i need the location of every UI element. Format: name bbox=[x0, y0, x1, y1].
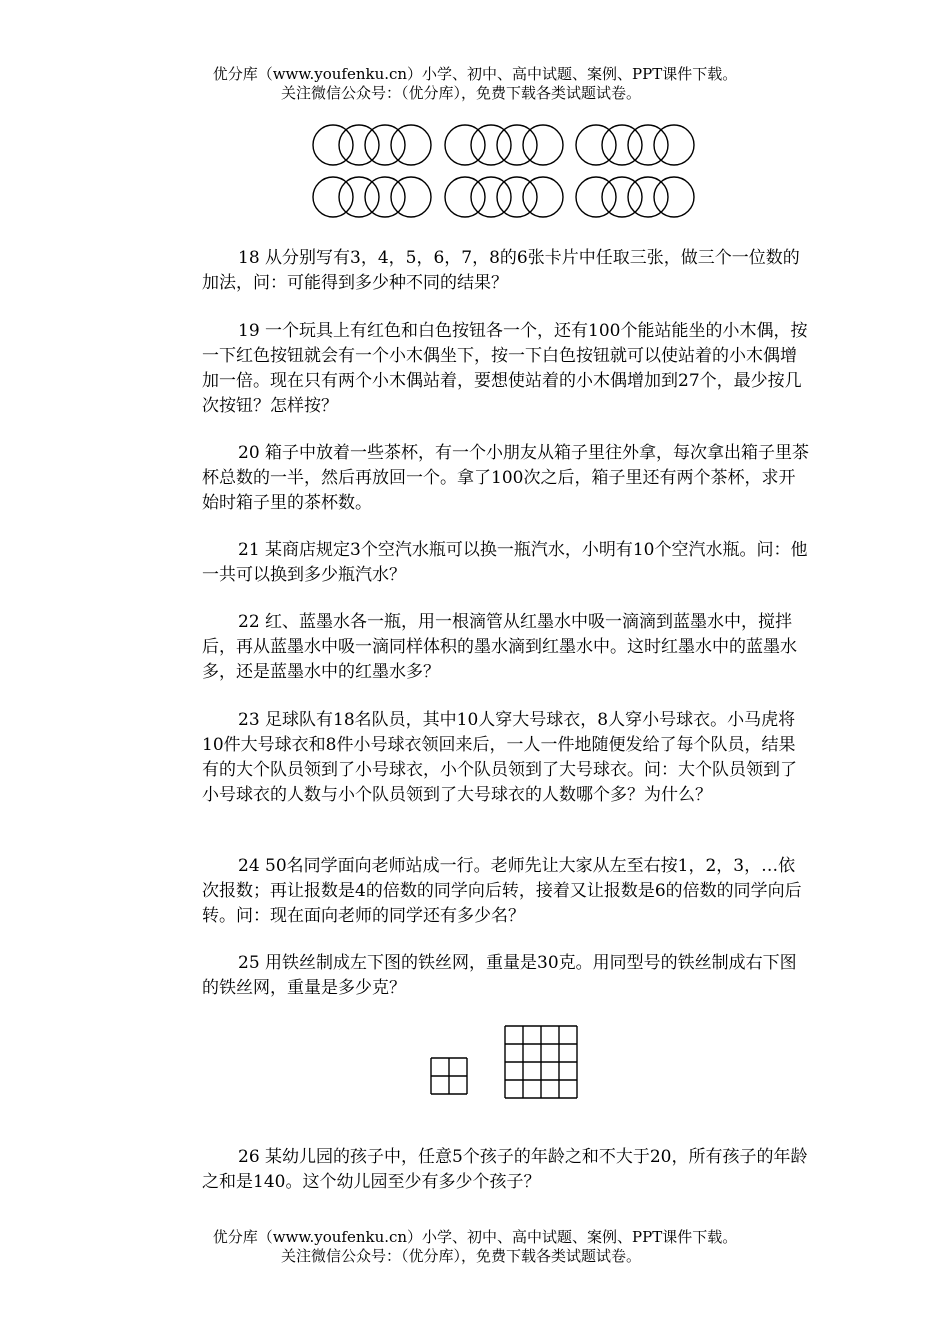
problem-26: 26 某幼儿园的孩子中，任意5个孩子的年龄之和不大于20，所有孩子的年龄之和是140。这个幼儿园至少有多少个孩子？ bbox=[202, 1147, 808, 1192]
ring-circle bbox=[339, 125, 379, 165]
problem-24: 24 50名同学面向老师站成一行。老师先让大家从左至右按1，2，3，…依次报数；再让报数是4的倍数的同学向后转，接着又让报数是6的倍数的同学向后转。问：现在面向老师的同学还有多少名？ bbox=[202, 856, 802, 926]
page-footer bbox=[0, 1228, 950, 1266]
ring-circle bbox=[628, 177, 668, 217]
footer-line-2: 关注微信公众号：（优分库），免费下载各类试题试卷。 bbox=[280, 1247, 641, 1265]
ring-circle bbox=[523, 125, 563, 165]
ring-circle bbox=[497, 177, 537, 217]
ring-circle bbox=[365, 125, 405, 165]
problem-22: 22 红、蓝墨水各一瓶，用一根滴管从红墨水中吸一滴滴到蓝墨水中，搅拌后，再从蓝墨水中吸一滴同样体积的墨水滴到红墨水中。这时红墨水中的蓝墨水多，还是蓝墨水中的红墨水多？ bbox=[202, 612, 797, 682]
header-line-2: 关注微信公众号：（优分库），免费下载各类试题试卷。 bbox=[280, 84, 641, 102]
footer-line-1: 优分库（www.youfenku.cn）小学、初中、高中试题、案例、PPT课件下载。 bbox=[212, 1228, 738, 1246]
problem-20: 20 箱子中放着一些茶杯，有一个小朋友从箱子里往外拿，每次拿出箱子里茶杯总数的一半，然后再放回一个。拿了100次之后，箱子里还有两个茶杯，求开始时箱子里的茶杯数。 bbox=[202, 443, 810, 513]
ring-circle bbox=[602, 125, 642, 165]
ring-circle bbox=[602, 177, 642, 217]
ring-circle bbox=[339, 177, 379, 217]
ring-circle bbox=[391, 125, 431, 165]
ring-circle bbox=[654, 125, 694, 165]
problem-19: 19 一个玩具上有红色和白色按钮各一个，还有100个能站能坐的小木偶，按一下红色按钮就会有一个小木偶坐下，按一下白色按钮就可以使站着的小木偶增加一倍。现在只有两个小木偶站着，要想使站着的小木偶增加到27个，最少按几次按钮？怎样按？ bbox=[202, 321, 808, 416]
ring-circle bbox=[445, 125, 485, 165]
problem-23: 23 足球队有18名队员，其中10人穿大号球衣，8人穿小号球衣。小马虎将10件大号球衣和8件小号球衣领回来后，一人一件地随便发给了每个队员，结果有的大个队员领到了小号球衣，小个队员领到了大号球衣。问：大个队员领到了小号球衣的人数与小个队员领到了大号球衣的人数哪个多？为什么？ bbox=[202, 710, 797, 805]
ring-circle bbox=[313, 125, 353, 165]
header-line-1: 优分库（www.youfenku.cn）小学、初中、高中试题、案例、PPT课件下载。 bbox=[212, 65, 738, 83]
wire-mesh-figure bbox=[0, 1020, 950, 1110]
ring-circle bbox=[391, 177, 431, 217]
problem-25: 25 用铁丝制成左下图的铁丝网，重量是30克。用同型号的铁丝制成右下图的铁丝网，重量是多少克？ bbox=[202, 953, 797, 998]
ring-circle bbox=[628, 125, 668, 165]
ring-circle bbox=[497, 125, 537, 165]
ring-circle bbox=[523, 177, 563, 217]
ring-circle bbox=[654, 177, 694, 217]
rings-figure bbox=[0, 118, 950, 228]
problem-18: 18 从分别写有3，4，5，6，7，8的6张卡片中任取三张，做三个一位数的加法，问：可能得到多少种不同的结果？ bbox=[202, 248, 800, 293]
problem-21: 21 某商店规定3个空汽水瓶可以换一瓶汽水，小明有10个空汽水瓶。问：他一共可以换到多少瓶汽水？ bbox=[202, 540, 808, 585]
ring-circle bbox=[576, 177, 616, 217]
ring-circle bbox=[576, 125, 616, 165]
ring-circle bbox=[365, 177, 405, 217]
ring-circle bbox=[313, 177, 353, 217]
ring-circle bbox=[445, 177, 485, 217]
ring-circle bbox=[471, 177, 511, 217]
page-header bbox=[0, 65, 950, 103]
ring-circle bbox=[471, 125, 511, 165]
